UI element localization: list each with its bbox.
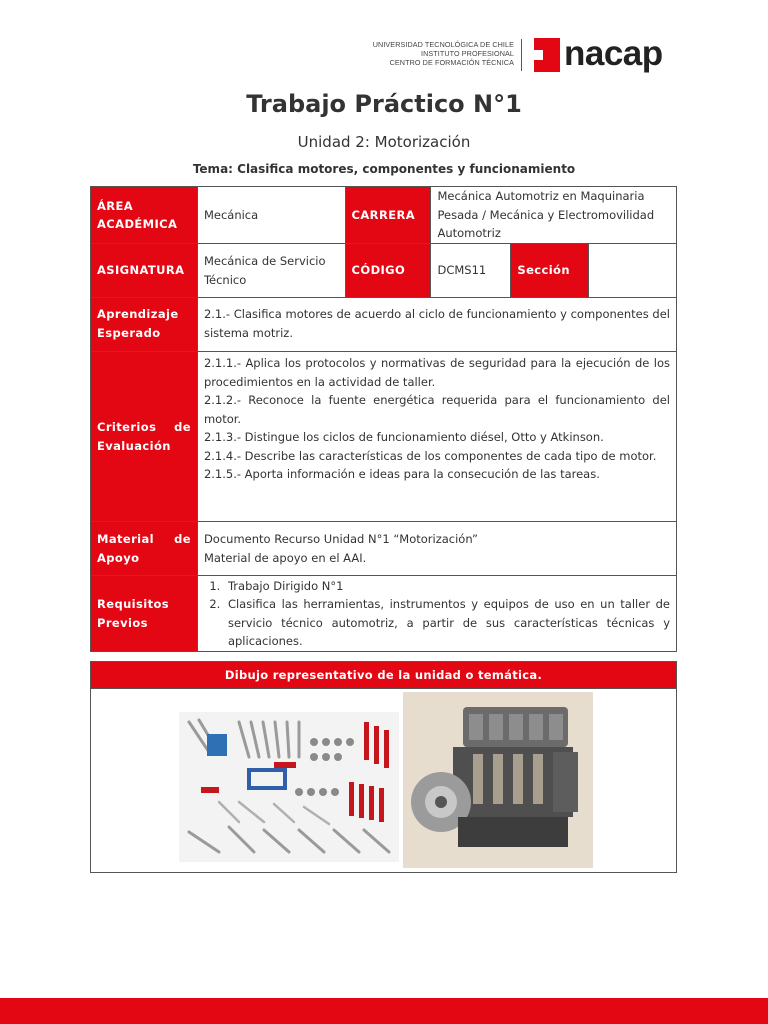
requisitos-list — [204, 577, 670, 651]
material-value — [197, 522, 676, 576]
codigo-value: DCMS11 — [431, 244, 511, 298]
criterios-label: Criterios de Evaluación — [91, 352, 198, 522]
tools-image — [179, 712, 399, 862]
requisitos-value — [197, 576, 676, 652]
carrera-label: CARRERA — [345, 187, 431, 244]
institution-names — [373, 40, 514, 67]
area-label: ÁREA ACADÉMICA — [91, 187, 198, 244]
footer-bar — [0, 998, 768, 1024]
criterio-item: 2.1.3.- Distingue los ciclos de funcionamiento diésel, Otto y Atkinson. — [203, 430, 604, 444]
requisitos-label: Requisitos Previos — [91, 576, 198, 652]
table-row — [91, 187, 677, 244]
criterio-item: 2.1.4.- Describe las características de los componentes de cada tipo de motor. — [203, 448, 657, 463]
table-row — [91, 298, 677, 352]
inacap-logo — [534, 34, 674, 78]
material-label: Material de Apoyo — [91, 522, 198, 576]
drawing-heading: Dibujo representativo de la unidad o temática. — [91, 662, 676, 689]
asignatura-label: ASIGNATURA — [91, 244, 198, 298]
institution-line: CENTRO DE FORMACIÓN TÉCNICA — [389, 58, 514, 67]
table-row — [91, 244, 677, 298]
logo-red-block — [534, 38, 560, 72]
document-subtitle: Unidad 2: Motorización — [297, 133, 471, 151]
criterio-item: 2.1.5.- Aporta información e ideas para la consecución de las tareas. — [203, 467, 600, 481]
asignatura-value: Mecánica de Servicio Técnico — [197, 244, 345, 298]
area-value: Mecánica — [197, 187, 345, 244]
criterio-item: 2.1.1.- Aplica los protocolos y normativas de seguridad para la ejecución de los procedimientos en la actividad de taller. — [203, 356, 670, 389]
table-row — [91, 576, 677, 652]
aprendizaje-label: Aprendizaje Esperado — [91, 298, 198, 352]
representative-drawing-box — [90, 661, 677, 873]
material-line: Documento Recurso Unidad N°1 “Motorización” — [203, 532, 478, 546]
seccion-value — [589, 244, 677, 298]
requisito-item: 2. Clasifica las herramientas, instrumentos y equipos de uso en un taller de servicio técnico automotriz, a partir de sus características técnicas y aplicaciones. — [224, 595, 670, 651]
material-line: Material de apoyo en el AAI. — [203, 550, 367, 565]
requisito-item: 1. Trabajo Dirigido N°1 — [224, 577, 670, 596]
criterios-list — [197, 352, 676, 522]
engine-image — [403, 692, 593, 868]
criterio-item: 2.1.2.- Reconoce la fuente energética requerida para el funcionamiento del motor. — [203, 393, 670, 426]
institution-line: UNIVERSIDAD TECNOLÓGICA DE CHILE — [372, 40, 514, 49]
header-divider — [521, 39, 522, 71]
table-row — [91, 522, 677, 576]
institution-line: INSTITUTO PROFESIONAL — [420, 49, 514, 58]
carrera-value: Mecánica Automotriz en Maquinaria Pesada / Mecánica y Electromovilidad Automotriz — [431, 187, 677, 244]
document-title: Trabajo Práctico N°1 — [246, 90, 522, 118]
seccion-label: Sección — [511, 244, 589, 298]
codigo-label: CÓDIGO — [345, 244, 431, 298]
course-info-table — [90, 186, 677, 652]
table-row — [91, 352, 677, 522]
logo-text: nacap — [564, 34, 663, 73]
aprendizaje-value: 2.1.- Clasifica motores de acuerdo al ciclo de funcionamiento y componentes del sistema motriz. — [197, 298, 676, 352]
document-topic: Tema: Clasifica motores, componentes y funcionamiento — [192, 162, 576, 176]
